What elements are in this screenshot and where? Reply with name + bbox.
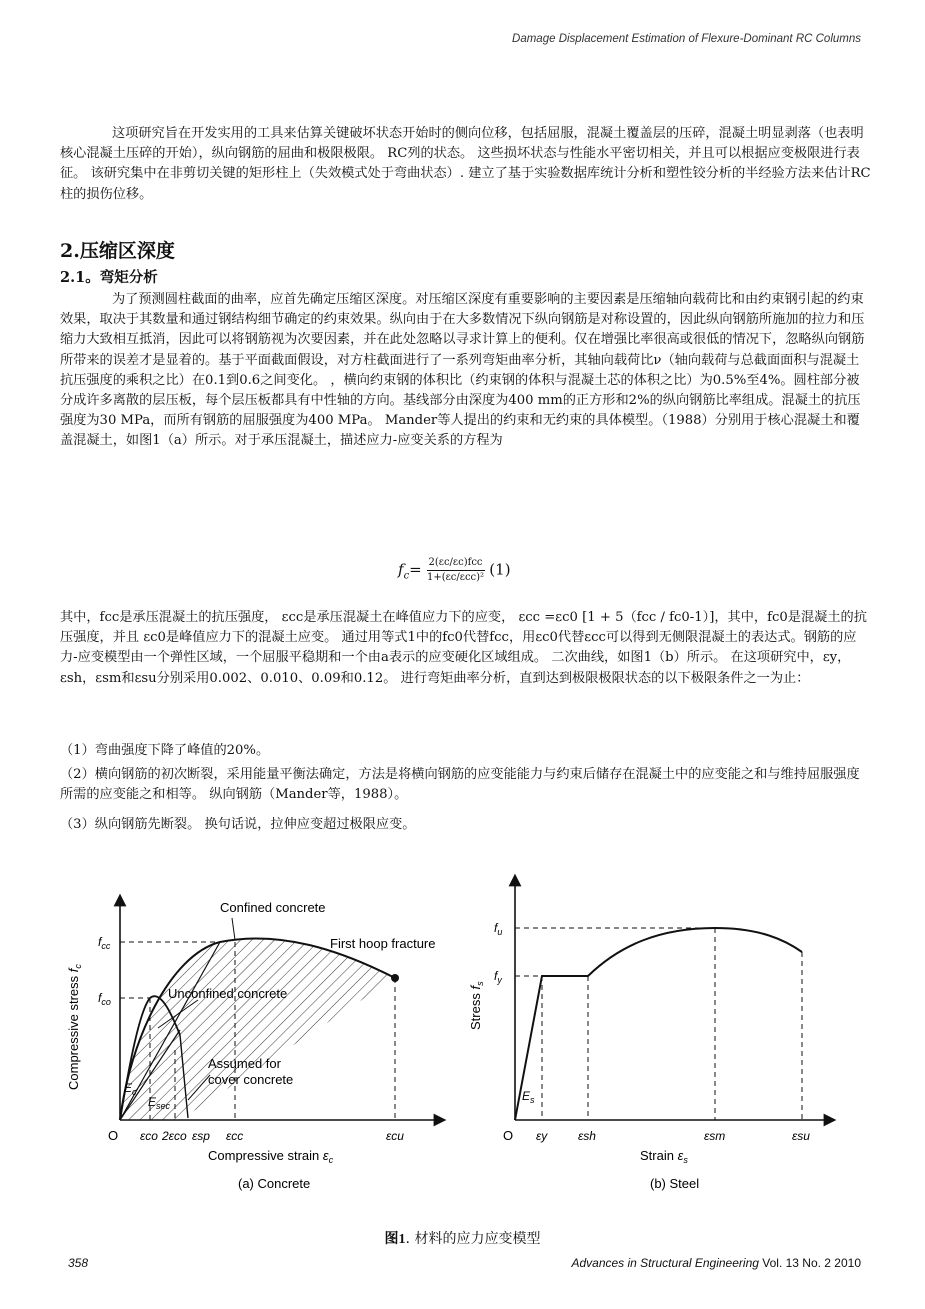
tick-2eco: 2εco (162, 1129, 187, 1143)
condition-3: （3）纵向钢筋先断裂。 换句话说，拉伸应变超过极限应变。 (60, 817, 416, 832)
figure-caption (0, 1228, 925, 1248)
figure-caption-text: . 材料的应力应变模型 (405, 1231, 541, 1247)
tick-fcc: $f_{cc}$ (98, 935, 111, 951)
tick-fu: $f_u$ (494, 921, 503, 937)
section-heading: 2.压缩区深度 (60, 240, 175, 262)
concrete-x-label: Compressive strain $\varepsilon_c$ (208, 1148, 334, 1165)
label-assumed-2: cover concrete (208, 1072, 294, 1087)
label-assumed-1: Assumed for (208, 1056, 281, 1071)
equation-lhs: f (398, 560, 404, 579)
label-first-hoop: First hoop fracture (330, 936, 436, 951)
tick-eco: εco (140, 1129, 158, 1143)
concrete-caption: (a) Concrete (238, 1176, 311, 1191)
tick-esp: εsp (192, 1129, 210, 1143)
tick-ecc: εcc (226, 1129, 244, 1143)
steel-y-label: Stress $f_s$ (468, 981, 485, 1030)
tick-ey: εy (536, 1129, 548, 1143)
steel-curve (515, 928, 802, 1120)
steel-x-label: Strain $\varepsilon_s$ (640, 1148, 688, 1165)
ec-label: $E_c$ (124, 1081, 137, 1097)
concrete-hatched-area (120, 938, 395, 1120)
equation-number: (1) (489, 560, 511, 579)
journal-footer (571, 1256, 861, 1270)
intro-paragraph: 这项研究旨在开发实用的工具来估算关键破坏状态开始时的侧向位移，包括屈服，混凝土覆盖层的压碎，混凝土明显剥落（也表明核心混凝土压碎的开始），纵向钢筋的屈曲和极限极限。 RC列的状态。 这些损坏状态与性能水平密切相关，并且可以根据应变极限进行表征。 该研究集中在非剪切关键的矩形柱上（失效模式处于弯曲状态）. 建立了基于实验数据库统计分析和塑性铰分析的半经验方法来估计RC柱的损伤位移。 (60, 126, 871, 202)
tick-fy: $f_y$ (494, 969, 502, 985)
condition-2: （2）横向钢筋的初次断裂，采用能量平衡法确定，方法是将横向钢筋的应变能能力与约束后储存在混凝土中的应变能之和与维持屈服强度所需的应变能之和相等。 纵向钢筋（Mander等，1988）。 (60, 767, 860, 803)
origin-a: O (108, 1128, 119, 1143)
subsection-heading: 2.1。弯矩分析 (60, 269, 158, 286)
steel-caption: (b) Steel (650, 1176, 700, 1191)
tick-esh: εsh (578, 1129, 596, 1143)
esec-label: $E_{sec}$ (148, 1095, 171, 1111)
origin-b: O (503, 1128, 514, 1143)
equation-1: $f_c=$ $\frac{\text{2(εc/εc)fcc}}{\text{1+(εc/εcc)²}}$ (1) (398, 557, 511, 583)
equation-fraction (427, 556, 485, 585)
es-label: $E_s$ (522, 1089, 535, 1105)
label-confined: Confined concrete (220, 900, 326, 915)
equation-numerator: 2(εc/εc)fcc (427, 556, 485, 571)
label-unconfined: Unconfined concrete (168, 986, 288, 1001)
tick-fco: $f_{co}$ (98, 991, 111, 1007)
equation-lhs-sub: c (403, 570, 410, 582)
journal-name: Advances in Structural Engineering (571, 1256, 759, 1270)
figure-caption-prefix: 图1 (384, 1232, 406, 1247)
journal-volume: Vol. 13 No. 2 2010 (758, 1256, 861, 1270)
confined-leader (232, 918, 235, 940)
concrete-y-label: Compressive stress $f_c$ (66, 964, 83, 1090)
tick-esu: εsu (792, 1129, 810, 1143)
first-hoop-point (391, 974, 399, 982)
running-header: Damage Displacement Estimation of Flexure-Dominant RC Columns (512, 33, 861, 45)
condition-1: （1）弯曲强度下降了峰值的20%。 (60, 743, 270, 758)
body-paragraph-2: 其中，fcc是承压混凝土的抗压强度， εcc是承压混凝土在峰值应力下的应变， εcc =εc0 [1 + 5（fcc / fc0-1）]，其中，fc0是混凝土的抗压强度，并且 εc0是峰值应力下的混凝土应变。 通过用等式1中的fc0代替fcc，用εc0代替εcc可以得到无侧限混凝土的表达式。钢筋的应力-应变模型由一个弹性区域，一个屈服平稳期和一个由a表示的应变硬化区域组成。 二次曲线，如图1（b）所示。 在这项研究中，εy，εsh，εsm和εsu分别采用0.002、0.010、0.09和0.12。 进行弯矩曲率分析，直到达到极限极限状态的以下极限条件之一为止： (60, 610, 867, 686)
page-number: 358 (68, 1256, 89, 1270)
steel-diagram (468, 880, 830, 1191)
concrete-diagram (66, 900, 440, 1191)
tick-ecu: εcu (386, 1129, 404, 1143)
tick-esm: εsm (704, 1129, 726, 1143)
body-paragraph-1: 为了预测圆柱截面的曲率，应首先确定压缩区深度。对压缩区深度有重要影响的主要因素是压缩轴向载荷比和由约束钢引起的约束效果，取决于其数量和通过钢结构细节确定的约束效果。纵向由于在大多数情况下纵向钢筋是对称设置的，因此纵向钢筋所施加的拉力和压缩力大致相互抵消，因此可以将钢筋视为次要因素，并在此处忽略以寻求计算上的便利。仅在增强比率很高或很低的情况下，忽略纵向钢筋所带来的误差才是显着的。基于平面截面假设，对方柱截面进行了一系列弯矩曲率分析，其轴向载荷比ν（轴向载荷与总截面面积与混凝土抗压强度的乘积之比）在0.1到0.6之间变化。 ，横向约束钢的体积比（约束钢的体积与混凝土芯的体积之比）为0.5%至4%。圆柱部分被分成许多离散的层压板，每个层压板都具有中性轴的方向。基线部分由深度为400 mm的正方形和2%的纵向钢筋比率组成。混凝土的抗压强度为30 MPa，而所有钢筋的屈服强度为400 MPa。 Mander等人提出的约束和无约束的具体模型。（1988）分别用于核心混凝土和覆盖混凝土，如图1（a）所示。对于承压混凝土，描述应力-应变关系的方程为 (60, 292, 865, 449)
figure-1 (60, 860, 860, 1200)
equation-denominator: 1+(εc/εcc)² (426, 572, 485, 583)
